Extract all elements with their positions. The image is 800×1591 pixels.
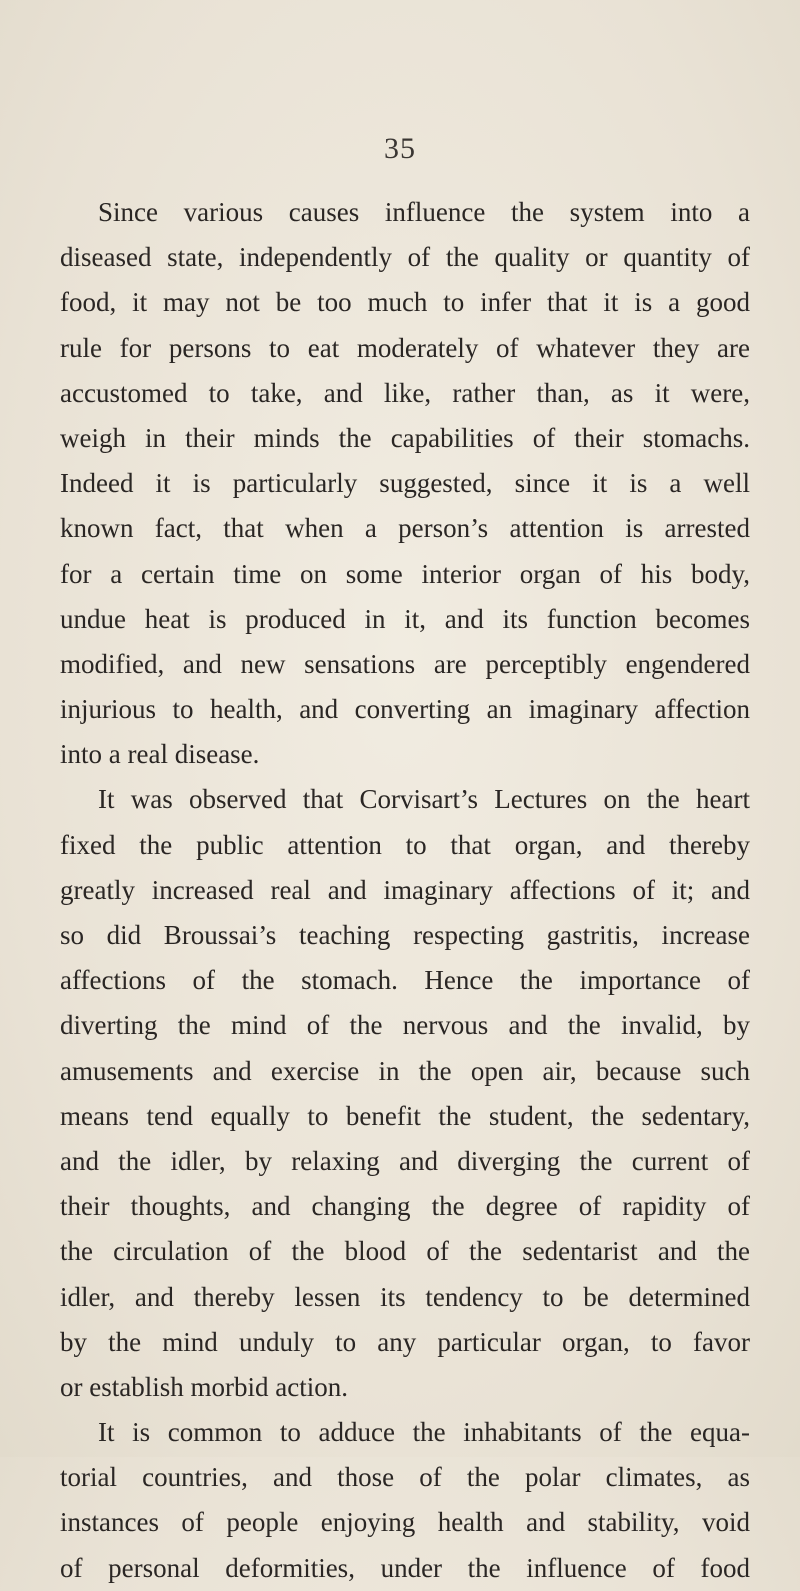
text-line: and the idler, by relaxing and diverging the current of <box>60 1145 750 1176</box>
text-line: weigh in their minds the capabilities of their stomachs. <box>60 422 750 453</box>
text-line: diseased state, independently of the quality or quantity of <box>60 242 750 273</box>
text-line: of personal deformities, under the influence of food <box>60 1552 750 1583</box>
text-line: idler, and thereby lessen its tendency to be determined <box>60 1281 750 1312</box>
text-line: diverting the mind of the nervous and the invalid, by <box>60 1010 750 1041</box>
text-line: It was observed that Corvisart’s Lectures on the heart <box>98 784 750 815</box>
text-line: fixed the public attention to that organ, and thereby <box>60 829 750 860</box>
text-line: injurious to health, and converting an imaginary affection <box>60 694 750 725</box>
text-line: greatly increased real and imaginary affections of it; and <box>60 874 750 905</box>
text-line: means tend equally to benefit the student, the sedentary, <box>60 1100 750 1131</box>
text-line: amusements and exercise in the open air, because such <box>60 1055 750 1086</box>
text-line: undue heat is produced in it, and its function becomes <box>60 603 750 634</box>
text-line: so did Broussai’s teaching respecting gastritis, increase <box>60 920 750 950</box>
text-line: known fact, that when a person’s attention is arrested <box>60 513 750 544</box>
text-line: or establish morbid action. <box>60 1371 348 1402</box>
text-line: rule for persons to eat moderately of whatever they are <box>60 332 750 363</box>
text-line: for a certain time on some interior organ of his body, <box>60 558 750 589</box>
text-line: their thoughts, and changing the degree of rapidity of <box>60 1191 750 1222</box>
text-line: instances of people enjoying health and stability, void <box>60 1507 750 1538</box>
text-line: Since various causes influence the system into a <box>98 197 750 227</box>
page-number: 35 <box>384 132 416 165</box>
text-line: into a real disease. <box>60 739 260 770</box>
text-line: by the mind unduly to any particular organ, to favor <box>60 1326 750 1357</box>
text-line: accustomed to take, and like, rather than, as it were, <box>60 377 750 408</box>
text-line: modified, and new sensations are perceptibly engendered <box>60 648 750 679</box>
text-line: Indeed it is particularly suggested, since it is a well <box>60 468 750 499</box>
text-line: torial countries, and those of the polar climates, as <box>60 1462 750 1493</box>
text-line: food, it may not be too much to infer that it is a good <box>60 287 750 318</box>
body-text <box>60 190 750 1591</box>
text-line: the circulation of the blood of the sedentarist and the <box>60 1236 750 1267</box>
text-line: It is common to adduce the inhabitants of the equa- <box>98 1417 750 1448</box>
text-line: affections of the stomach. Hence the importance of <box>60 965 750 996</box>
